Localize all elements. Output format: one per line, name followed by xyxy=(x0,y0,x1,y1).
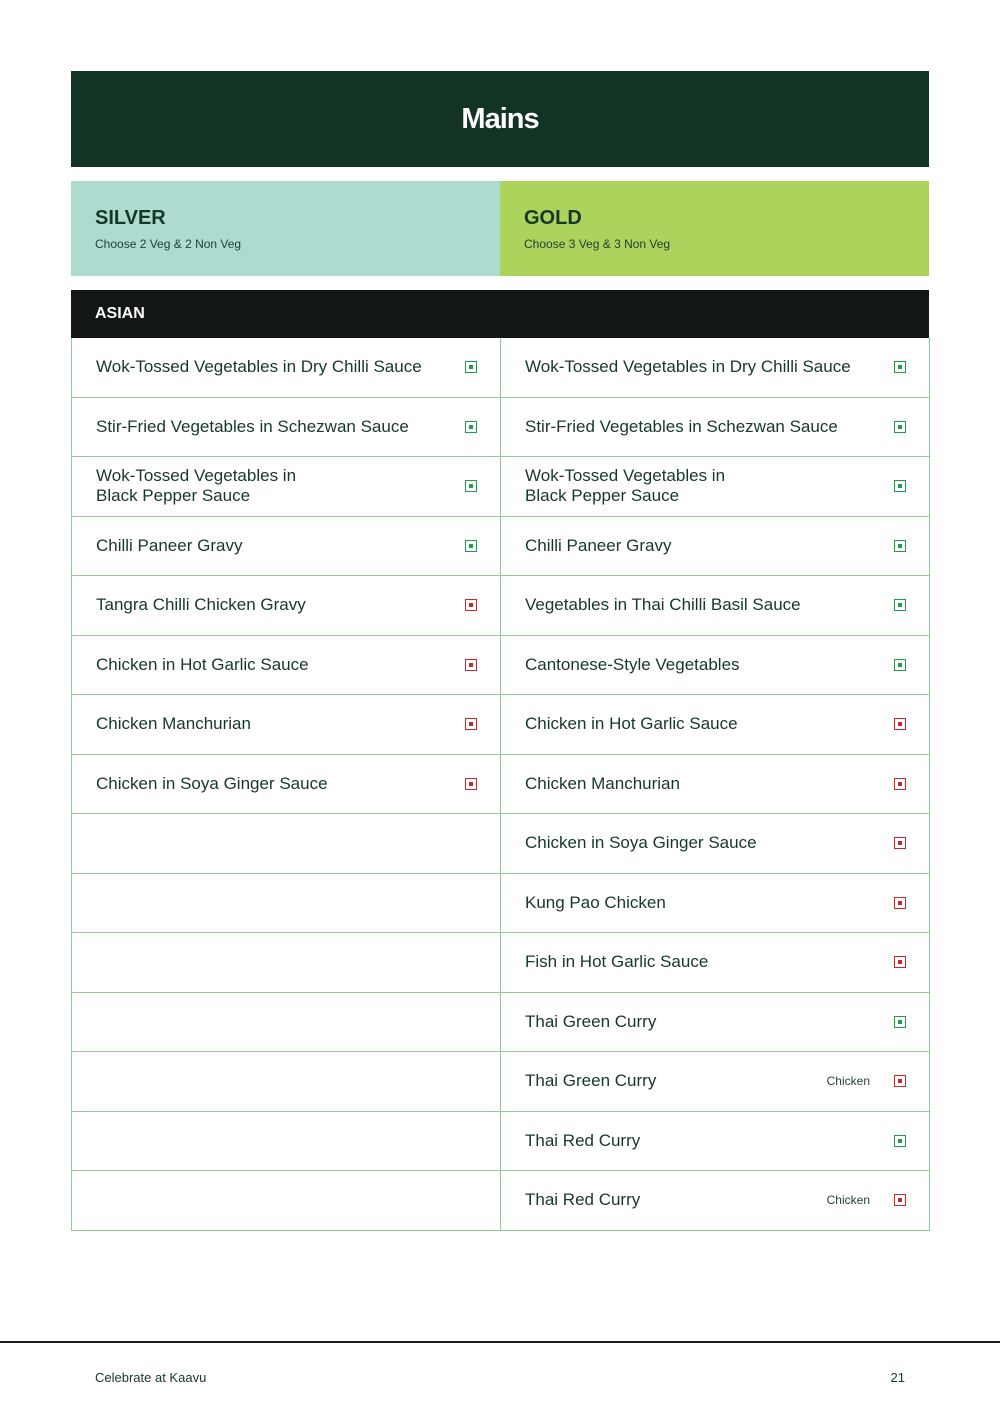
dish-name: Stir-Fried Vegetables in Schezwan Sauce xyxy=(96,416,409,436)
non-veg-icon xyxy=(894,837,906,849)
tier-gold xyxy=(500,181,929,276)
veg-icon xyxy=(894,480,906,492)
dish-name: Tangra Chilli Chicken Gravy xyxy=(96,595,306,615)
non-veg-icon xyxy=(894,718,906,730)
veg-icon xyxy=(894,659,906,671)
non-veg-icon xyxy=(465,599,477,611)
page-title: Mains xyxy=(461,102,539,135)
menu-cell-silver xyxy=(72,517,501,577)
menu-cell-gold xyxy=(501,933,930,993)
menu-cell-silver xyxy=(72,993,501,1053)
dish-name: Chilli Paneer Gravy xyxy=(525,535,672,555)
menu-cell-gold xyxy=(501,517,930,577)
menu-cell-silver xyxy=(72,755,501,815)
menu-cell-gold xyxy=(501,755,930,815)
dish-name: Thai Green Curry xyxy=(525,1071,657,1091)
dish-name: Chilli Paneer Gravy xyxy=(96,535,243,555)
non-veg-icon xyxy=(894,897,906,909)
non-veg-icon xyxy=(894,956,906,968)
footer-divider xyxy=(0,1341,1000,1343)
menu-cell-gold xyxy=(501,814,930,874)
dish-name: Fish in Hot Garlic Sauce xyxy=(525,952,709,972)
menu-cell-silver xyxy=(72,398,501,458)
menu-cell-gold xyxy=(501,398,930,458)
dish-name: Cantonese-Style Vegetables xyxy=(525,654,740,674)
dish-name: Thai Red Curry xyxy=(525,1190,641,1210)
tier-gold-rule: Choose 3 Veg & 3 Non Veg xyxy=(524,237,671,251)
dish-name: Wok-Tossed Vegetables in Black Pepper Sauce xyxy=(525,466,726,506)
menu-table xyxy=(71,338,929,1231)
dish-name: Chicken Manchurian xyxy=(96,714,251,734)
menu-cell-gold xyxy=(501,1052,930,1112)
menu-cell-silver xyxy=(72,1171,501,1231)
veg-icon xyxy=(894,361,906,373)
dish-name: Wok-Tossed Vegetables in Dry Chilli Sauce xyxy=(525,357,851,377)
tier-silver xyxy=(71,181,500,276)
menu-cell-gold xyxy=(501,636,930,696)
dish-name: Wok-Tossed Vegetables in Dry Chilli Sauce xyxy=(96,357,422,377)
dish-note: Chicken xyxy=(826,1193,870,1208)
non-veg-icon xyxy=(894,1194,906,1206)
dish-name: Kung Pao Chicken xyxy=(525,892,666,912)
dish-name: Vegetables in Thai Chilli Basil Sauce xyxy=(525,595,801,615)
non-veg-icon xyxy=(894,1075,906,1087)
veg-icon xyxy=(894,599,906,611)
menu-cell-gold xyxy=(501,993,930,1053)
tier-gold-name: GOLD xyxy=(524,207,582,229)
dish-name: Chicken Manchurian xyxy=(525,773,680,793)
dish-note: Chicken xyxy=(826,1074,870,1089)
tier-header xyxy=(71,181,929,276)
veg-icon xyxy=(465,540,477,552)
veg-icon xyxy=(894,1135,906,1147)
dish-name: Chicken in Hot Garlic Sauce xyxy=(525,714,738,734)
menu-cell-gold xyxy=(501,1171,930,1231)
menu-cell-silver xyxy=(72,1052,501,1112)
menu-cell-gold xyxy=(501,874,930,934)
page-title-bar xyxy=(71,71,929,167)
dish-name: Thai Red Curry xyxy=(525,1130,641,1150)
footer-venue: Celebrate at Kaavu xyxy=(95,1370,207,1385)
veg-icon xyxy=(894,540,906,552)
veg-icon xyxy=(465,421,477,433)
non-veg-icon xyxy=(894,778,906,790)
dish-name: Chicken in Hot Garlic Sauce xyxy=(96,654,309,674)
menu-cell-silver xyxy=(72,814,501,874)
veg-icon xyxy=(465,480,477,492)
non-veg-icon xyxy=(465,659,477,671)
veg-icon xyxy=(465,361,477,373)
menu-cell-silver xyxy=(72,933,501,993)
non-veg-icon xyxy=(465,718,477,730)
dish-name: Thai Green Curry xyxy=(525,1011,657,1031)
veg-icon xyxy=(894,421,906,433)
menu-cell-silver xyxy=(72,576,501,636)
dish-name: Chicken in Soya Ginger Sauce xyxy=(525,833,757,853)
page-number: 21 xyxy=(890,1370,905,1385)
menu-cell-silver xyxy=(72,695,501,755)
dish-name: Wok-Tossed Vegetables in Black Pepper Sauce xyxy=(96,466,297,506)
menu-cell-gold xyxy=(501,576,930,636)
dish-name: Stir-Fried Vegetables in Schezwan Sauce xyxy=(525,416,838,436)
menu-cell-silver xyxy=(72,636,501,696)
menu-cell-silver xyxy=(72,338,501,398)
tier-silver-rule: Choose 2 Veg & 2 Non Veg xyxy=(95,237,242,251)
menu-cell-gold xyxy=(501,695,930,755)
veg-icon xyxy=(894,1016,906,1028)
menu-cell-gold xyxy=(501,457,930,517)
dish-name: Chicken in Soya Ginger Sauce xyxy=(96,773,328,793)
tier-silver-name: SILVER xyxy=(95,207,166,229)
menu-cell-gold xyxy=(501,338,930,398)
non-veg-icon xyxy=(465,778,477,790)
section-heading: ASIAN xyxy=(71,290,929,338)
menu-cell-silver xyxy=(72,1112,501,1172)
menu-cell-silver xyxy=(72,874,501,934)
menu-cell-gold xyxy=(501,1112,930,1172)
menu-cell-silver xyxy=(72,457,501,517)
